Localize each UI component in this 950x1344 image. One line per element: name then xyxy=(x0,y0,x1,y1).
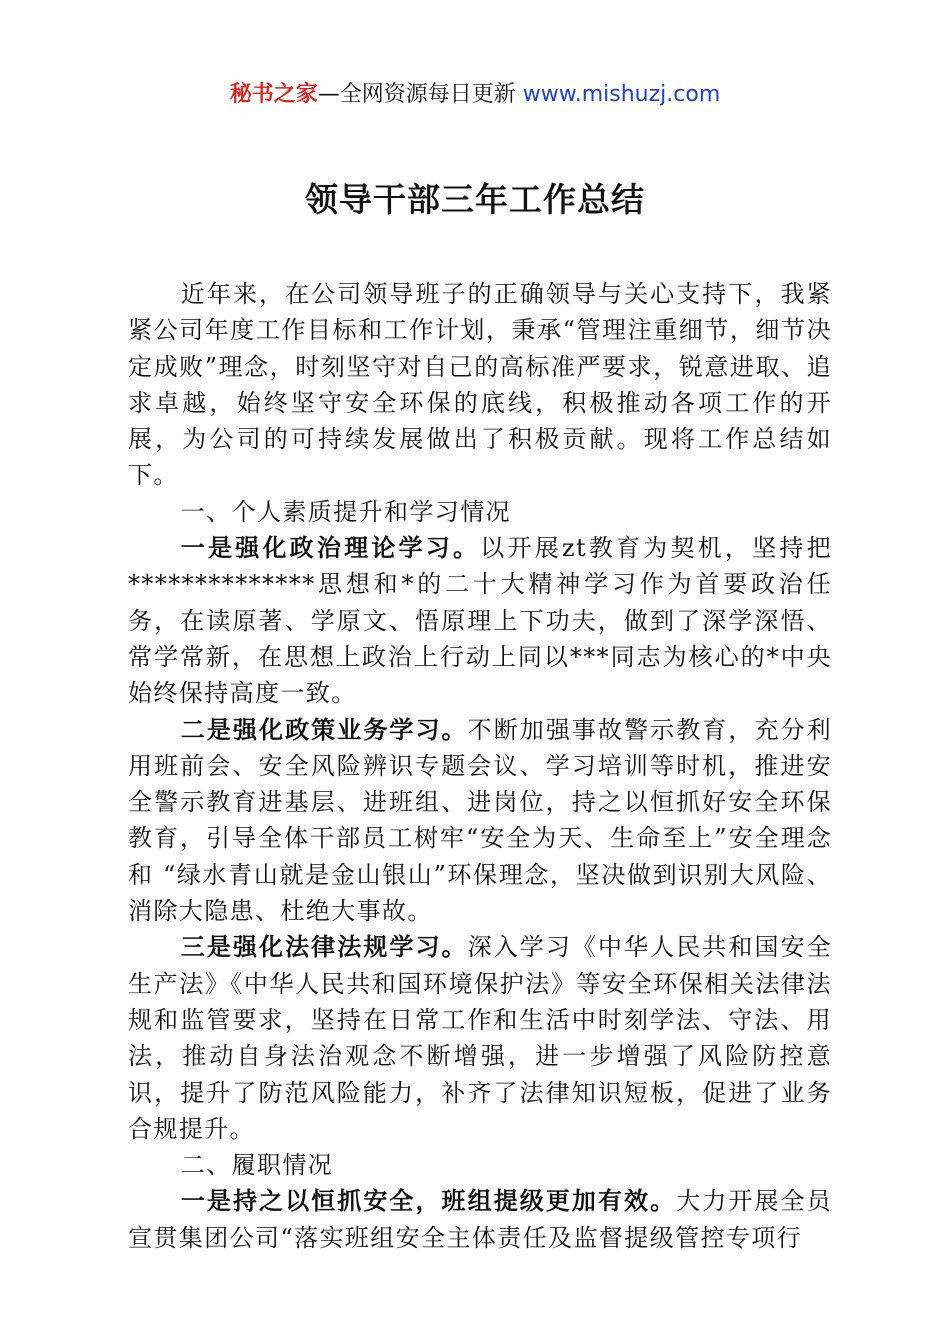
item-text: 大力开展全员宣贯集团公司“落实班组安全主体责任及监督提级管控专项行 xyxy=(128,1187,832,1252)
item-text: 以开展zt教育为契机，坚持把**************思想和*的二十大精神学习作为首要政治任务，在读原著、学原文、悟原理上下功夫，做到了深学深悟、常学常新，在思想上政治上行动上同以***同志为核心的*中央始终保持高度一致。 xyxy=(128,534,833,708)
document-body xyxy=(128,276,832,1256)
item-lead: 三是强化法律法规学习。 xyxy=(180,932,468,962)
item-lead: 一是持之以恒抓安全，班组提级更加有效。 xyxy=(180,1186,677,1216)
header-tagline: —全网资源每日更新 xyxy=(317,82,523,107)
section1-item-2 xyxy=(128,712,832,930)
item-lead: 二是强化政策业务学习。 xyxy=(180,714,468,744)
section1-item-3 xyxy=(128,929,832,1147)
site-header xyxy=(0,80,950,110)
section1-item-1 xyxy=(128,530,832,711)
item-text: 深入学习《中华人民共和国安全生产法》《中华人民共和国环境保护法》等安全环保相关法律法规和监管要求，坚持在日常工作和生活中时刻学法、守法、用法，推动自身法治观念不断增强，进一步增强了风险防控意识，提升了防范风险能力，补齐了法律知识短板，促进了业务合规提升。 xyxy=(128,933,832,1143)
intro-paragraph: 近年来，在公司领导班子的正确领导与关心支持下，我紧紧公司年度工作目标和工作计划，秉承“管理注重细节，细节决定成败”理念，时刻坚守对自己的高标准严要求，锐意进取、追求卓越，始终坚守安全环保的底线，积极推动各项工作的开展，为公司的可持续发展做出了积极贡献。现将工作总结如下。 xyxy=(128,280,832,490)
section2-item-1 xyxy=(128,1183,832,1256)
document-title: 领导干部三年工作总结 xyxy=(305,180,645,219)
site-url[interactable]: www.mishuzj.com xyxy=(522,82,721,107)
brand-name: 秘书之家 xyxy=(229,82,318,107)
item-lead: 一是强化政治理论学习。 xyxy=(180,533,481,563)
section-heading-1: 一、个人素质提升和学习情况 xyxy=(180,497,511,526)
item-text: 不断加强事故警示教育，充分利用班前会、安全风险辨识专题会议、学习培训等时机，推进安全警示教育进基层、进班组、进岗位，持之以恒抓好安全环保教育，引导全体干部员工树牢“安全为天、生命至上”安全理念和 “绿水青山就是金山银山”环保理念，坚决做到识别大风险、消除大隐患、杜绝大事故。 xyxy=(128,715,832,926)
section-heading-2: 二、履职情况 xyxy=(180,1151,334,1180)
